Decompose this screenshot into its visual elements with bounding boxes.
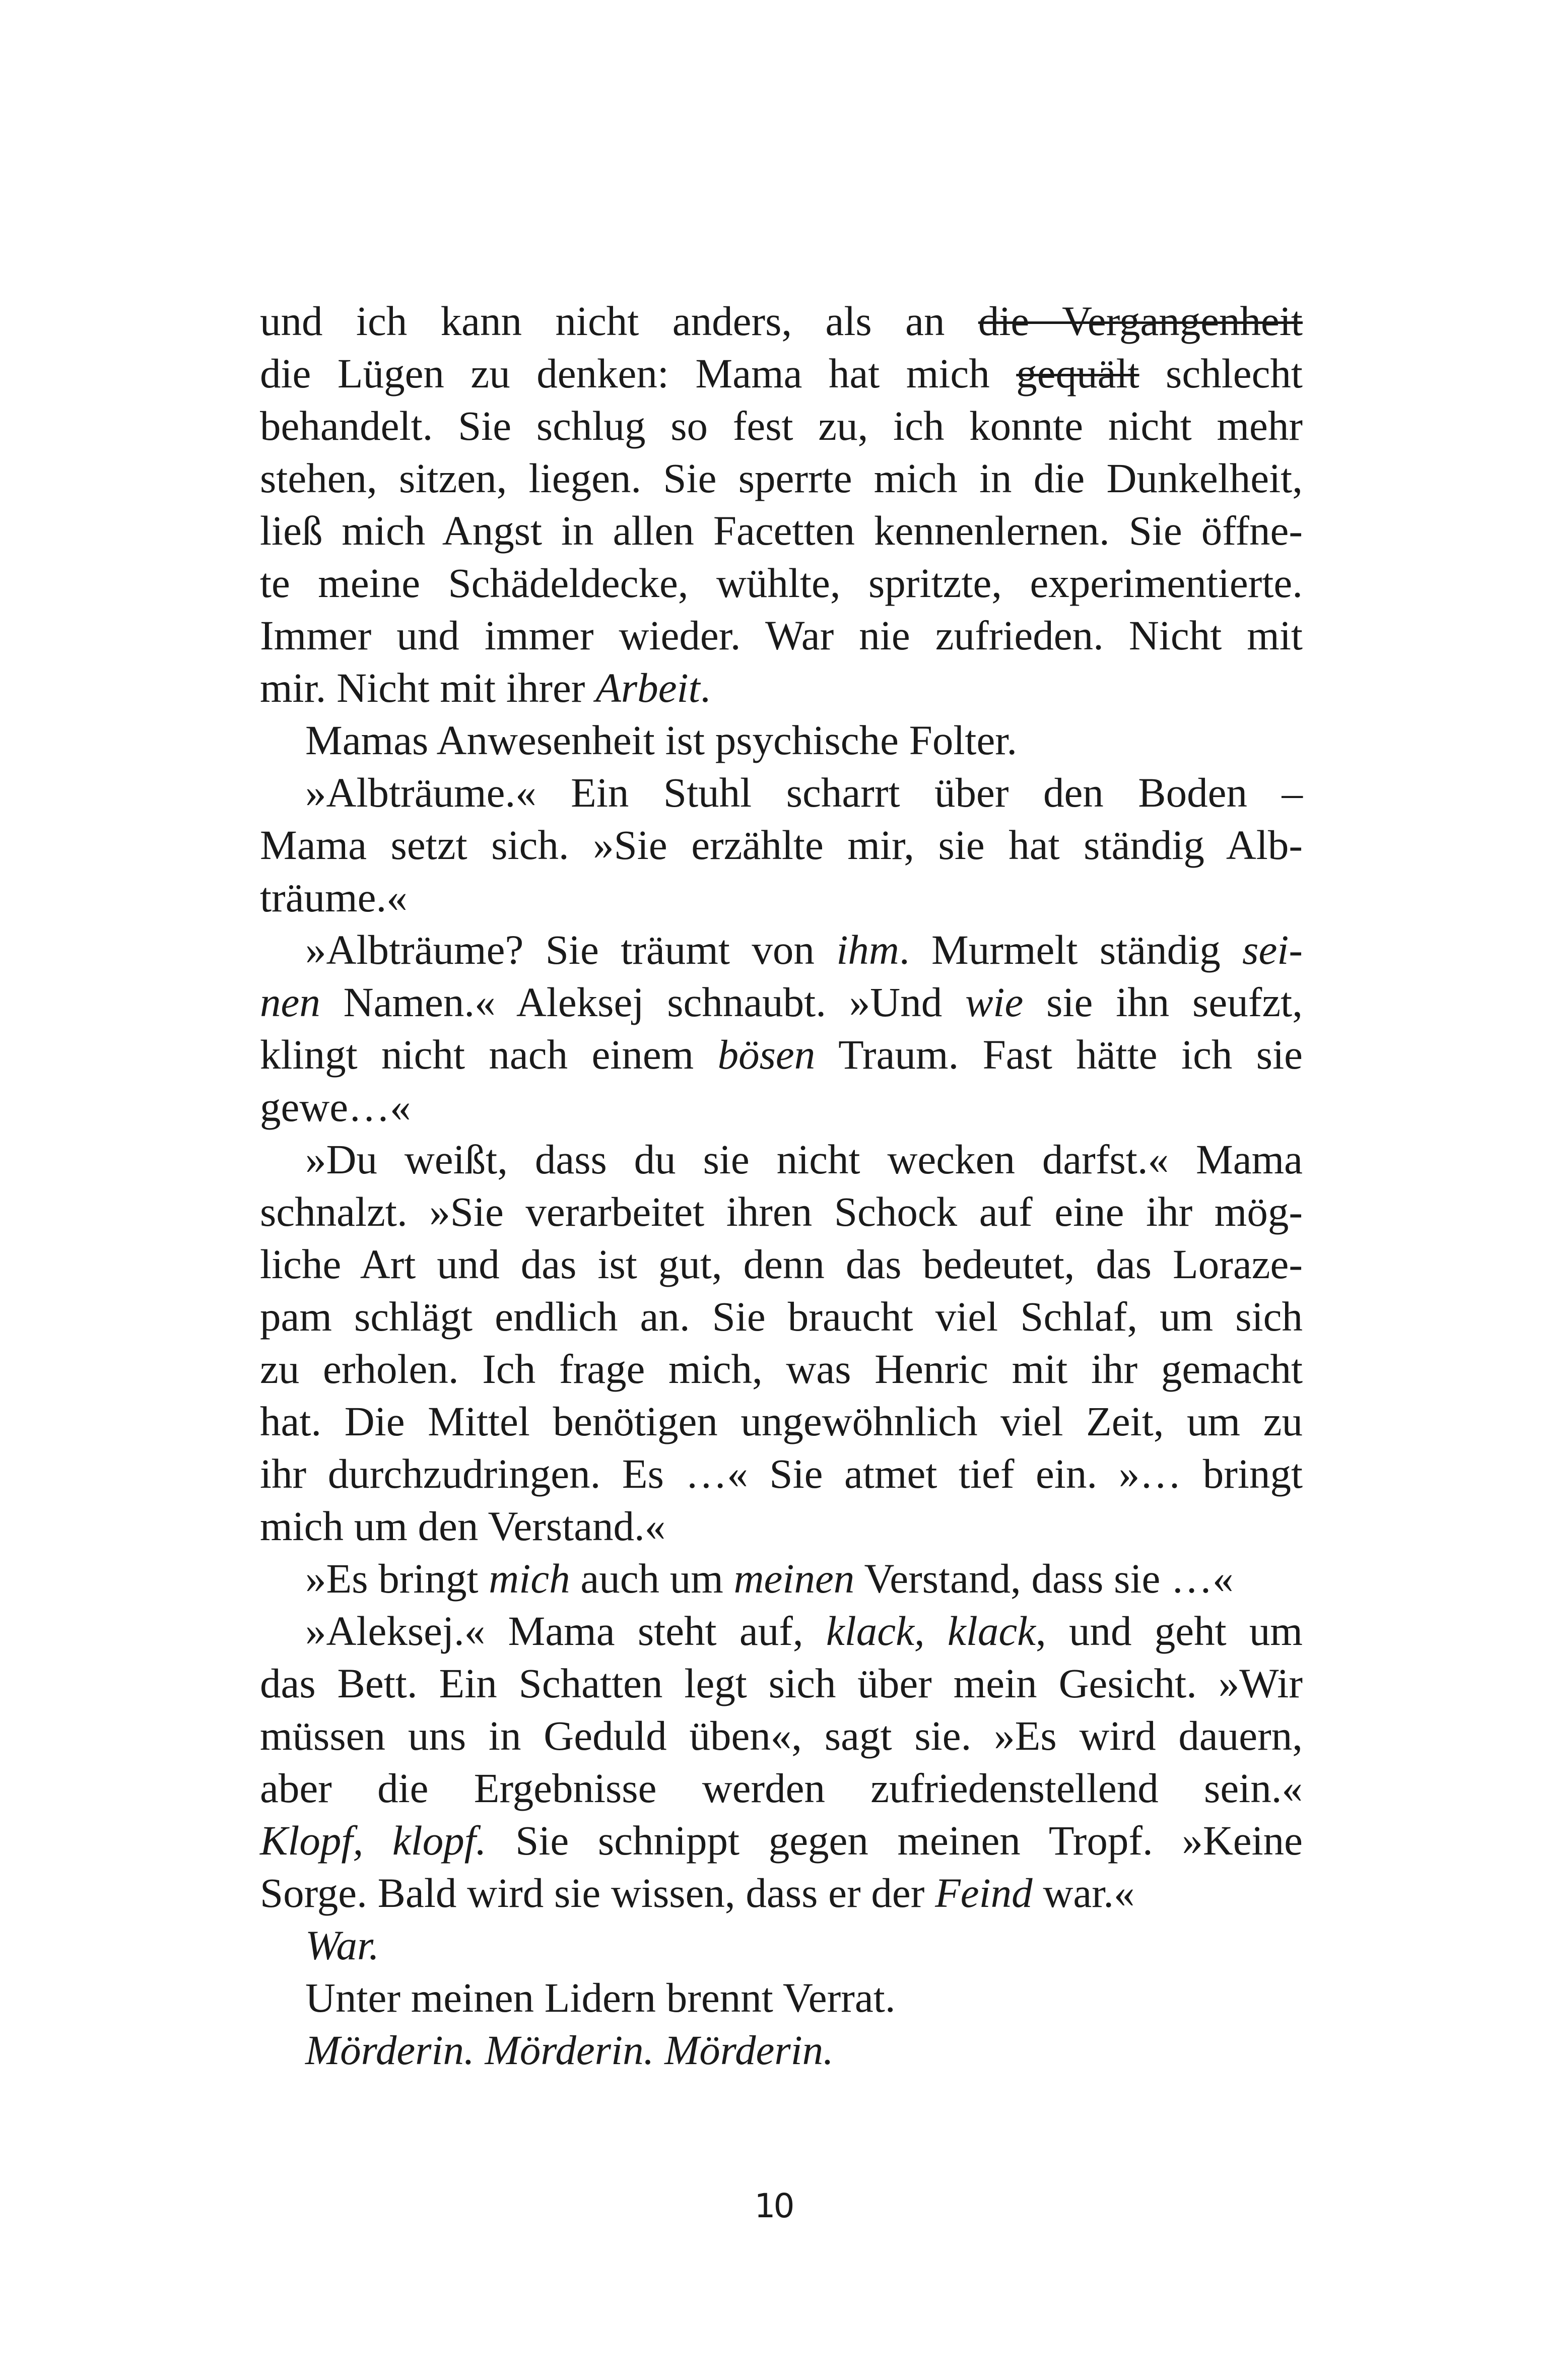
text-segment: gewe…« [260, 1084, 411, 1130]
text-line [260, 714, 1303, 766]
text-segment: schnalzt. »Sie verarbeitet ihren Schock auf eine ihr mög- [260, 1188, 1303, 1235]
text-line [260, 1552, 1303, 1605]
text-line [260, 1395, 1303, 1447]
text-line [260, 2024, 1303, 2076]
text-segment: mich um den Verstand.« [260, 1503, 666, 1549]
text-line [260, 1762, 1303, 1814]
body-text [260, 295, 1303, 2076]
text-segment: hat. Die Mittel benötigen ungewöhnlich viel Zeit, um zu [260, 1398, 1303, 1444]
text-segment: Namen.« Aleksej schnaubt. »Und [320, 979, 966, 1025]
text-segment: Mama setzt sich. »Sie erzählte mir, sie hat ständig Alb- [260, 822, 1303, 868]
text-line [260, 609, 1303, 662]
italic-text: wie [965, 979, 1024, 1025]
italic-text: Mörderin. Mörderin. Mörderin. [305, 2027, 834, 2073]
text-line [260, 400, 1303, 452]
text-line [260, 1028, 1303, 1081]
text-segment: Immer und immer wieder. War nie zufrieden. Nicht mit [260, 612, 1303, 658]
text-segment: zu erholen. Ich frage mich, was Henric mit ihr gemacht [260, 1346, 1303, 1392]
text-segment: war.« [1032, 1870, 1135, 1916]
text-segment: die Lügen zu denken: Mama hat mich [260, 350, 1017, 396]
text-segment: . Murmelt ständig [899, 927, 1243, 973]
text-segment: Mamas Anwesenheit ist psychische Folter. [305, 717, 1018, 763]
text-line [260, 1133, 1303, 1185]
text-line [260, 1500, 1303, 1552]
text-line [260, 923, 1303, 976]
text-line [260, 295, 1303, 347]
text-segment: auch um [570, 1555, 734, 1602]
text-line [260, 1081, 1303, 1133]
text-segment: Sorge. Bald wird sie wissen, dass er der [260, 1870, 935, 1916]
italic-text: nen [260, 979, 320, 1025]
text-segment: schlecht [1139, 350, 1303, 396]
text-line [260, 1238, 1303, 1290]
text-line [260, 662, 1303, 714]
text-line [260, 557, 1303, 609]
text-line [260, 819, 1303, 871]
paragraph [260, 1133, 1303, 1552]
paragraph [260, 1971, 1303, 2024]
text-segment: Verstand, dass sie …« [854, 1555, 1234, 1602]
paragraph [260, 1552, 1303, 1605]
paragraph [260, 923, 1303, 1133]
text-line [260, 1971, 1303, 2024]
text-line [260, 1185, 1303, 1238]
text-segment: behandelt. Sie schlug so fest zu, ich konnte nicht mehr [260, 403, 1303, 449]
text-segment: stehen, sitzen, liegen. Sie sperrte mich in die Dunkelheit, [260, 455, 1303, 501]
italic-text: Feind [935, 1870, 1033, 1916]
paragraph [260, 295, 1303, 714]
text-line [260, 1709, 1303, 1762]
text-segment: »Du weißt, dass du sie nicht wecken darfst.« Mama [305, 1136, 1303, 1182]
text-line [260, 1447, 1303, 1500]
paragraph [260, 1919, 1303, 1971]
italic-text: klack, klack [826, 1608, 1036, 1654]
text-segment: »Albträume? Sie träumt von [305, 927, 837, 973]
text-segment: und ich kann nicht anders, als an [260, 298, 978, 344]
text-line [260, 1814, 1303, 1867]
text-segment: te meine Schädeldecke, wühlte, spritzte, experimentierte. [260, 560, 1303, 606]
text-line [260, 1919, 1303, 1971]
italic-text: Klopf, klopf. [260, 1817, 487, 1864]
text-segment: liche Art und das ist gut, denn das bedeutet, das Loraze- [260, 1241, 1303, 1287]
text-line [260, 1867, 1303, 1919]
text-segment: , und geht um [1036, 1608, 1303, 1654]
italic-text: ihm [836, 927, 899, 973]
text-segment: . [700, 665, 711, 711]
page-number: 10 [754, 2187, 793, 2225]
text-segment: träume.« [260, 874, 408, 920]
paragraph [260, 2024, 1303, 2076]
text-line [260, 1343, 1303, 1395]
text-segment: pam schlägt endlich an. Sie braucht viel Schlaf, um sich [260, 1293, 1303, 1340]
italic-text: War. [305, 1922, 379, 1968]
paragraph [260, 766, 1303, 923]
text-segment: das Bett. Ein Schatten legt sich über mein Gesicht. »Wir [260, 1660, 1303, 1706]
italic-text: mich [489, 1555, 570, 1602]
text-line [260, 452, 1303, 504]
text-segment: müssen uns in Geduld üben«, sagt sie. »Es wird dauern, [260, 1712, 1303, 1759]
text-segment: Traum. Fast hätte ich sie [815, 1031, 1303, 1078]
italic-text: sei- [1242, 927, 1303, 973]
text-segment: »Es bringt [305, 1555, 489, 1602]
italic-text: meinen [733, 1555, 855, 1602]
text-segment: aber die Ergebnisse werden zufriedenstellend sein.« [260, 1765, 1303, 1811]
text-segment: Unter meinen Lidern brennt Verrat. [305, 1974, 896, 2021]
text-segment: mir. Nicht mit ihrer [260, 665, 596, 711]
text-line [260, 1605, 1303, 1657]
text-segment: ihr durchzudringen. Es …« Sie atmet tief ein. »… bringt [260, 1450, 1303, 1497]
text-line [260, 1290, 1303, 1343]
text-segment: »Aleksej.« Mama steht auf, [305, 1608, 826, 1654]
text-line [260, 504, 1303, 557]
text-line [260, 347, 1303, 400]
text-segment: klingt nicht nach einem [260, 1031, 718, 1078]
text-line [260, 766, 1303, 819]
paragraph [260, 714, 1303, 766]
italic-text: Arbeit [595, 665, 700, 711]
text-line [260, 1657, 1303, 1709]
text-line [260, 976, 1303, 1028]
text-segment: »Albträume.« Ein Stuhl scharrt über den Boden – [305, 769, 1303, 816]
text-line [260, 871, 1303, 923]
text-segment: Sie schnippt gegen meinen Tropf. »Keine [486, 1817, 1303, 1864]
text-segment: ließ mich Angst in allen Facetten kennenlernen. Sie öffne- [260, 507, 1303, 554]
paragraph [260, 1605, 1303, 1919]
struck-text: gequält [1016, 350, 1139, 396]
text-segment: sie ihn seufzt, [1023, 979, 1303, 1025]
struck-text: die Vergangenheit [978, 298, 1303, 344]
italic-text: bösen [717, 1031, 816, 1078]
